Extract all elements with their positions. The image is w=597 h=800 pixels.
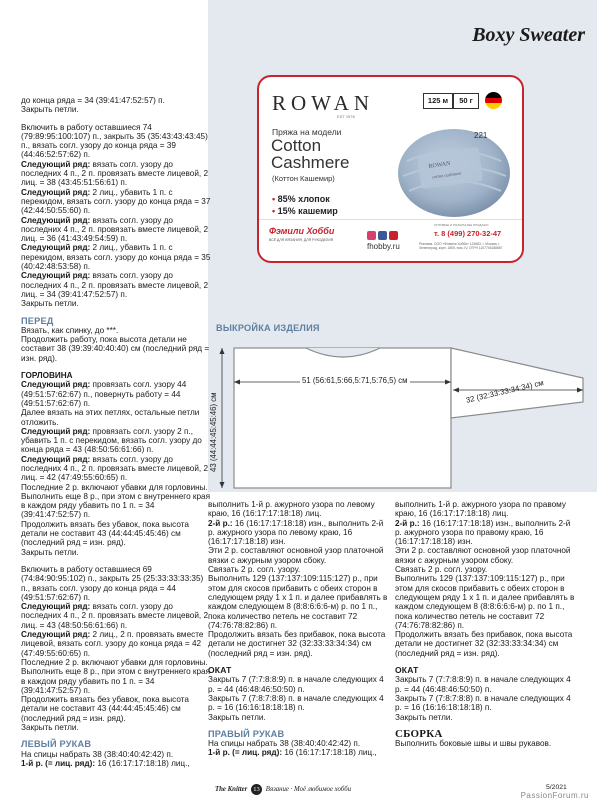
- subsection-heading: ГОРЛОВИНА: [21, 371, 73, 381]
- body-shape: [234, 348, 451, 488]
- instruction-paragraph: [395, 694, 575, 713]
- instruction-text: Закрыть 7 (7:8:7:8:8) п. в начале следующих 4 р. = 16 (16:16:18:18:18) п.: [208, 693, 384, 713]
- instruction-text: Закрыть петли.: [21, 547, 79, 557]
- instruction-paragraph: [21, 160, 211, 188]
- instruction-text: 16 (16:17:17:18:18) изн., выполнить 2-й р. ажурного узора по левому краю, 16 (16:17:17:18:18) изн.: [208, 518, 384, 547]
- instruction-paragraph: [21, 96, 211, 105]
- row-label: 2-й р.:: [208, 518, 233, 528]
- family-hobby-tagline: ВСЁ ДЛЯ ВЯЗАНИЯ, ДЛЯ РУКОДЕЛИЯ: [269, 238, 334, 242]
- spacer: [21, 363, 211, 371]
- instruction-text: 16 (16:17:17:18:18) изн., выполнить 2-й р. ажурного узора по правому краю, 16 (16:17:17:18:18) изн.: [395, 518, 571, 547]
- instruction-paragraph: [21, 243, 211, 271]
- instruction-text: Закрыть петли.: [21, 723, 79, 732]
- instruction-paragraph: [395, 565, 575, 574]
- section-heading: ОКАТ: [208, 665, 232, 676]
- row-label: Следующий ряд:: [21, 630, 91, 640]
- instruction-paragraph: [21, 188, 211, 216]
- instruction-text: Закрыть петли.: [208, 712, 266, 722]
- spacer: [395, 658, 575, 666]
- instruction-text: 16 (16:17:17:18:18) лиц.,: [282, 748, 377, 758]
- instruction-text: 2 лиц., убавить 1 п. с перекидом, вязать согл. узору до конца ряда = 35 (40:42:48:53:58) п.: [21, 243, 211, 272]
- section-heading: СБОРКА: [395, 727, 443, 740]
- instruction-text: Эти 2 р. составляют основной узор платочной вязки с ажурным узором сбоку.: [208, 546, 384, 565]
- instruction-paragraph: [395, 546, 575, 565]
- instruction-text: Далее вязать на этих петлях, остальные петли отложить.: [21, 408, 200, 427]
- instruction-paragraph: [21, 455, 211, 483]
- instruction-paragraph: [21, 216, 211, 244]
- left-column: [21, 96, 211, 768]
- ad-legal-text: Реклама. ООО «Фэмили Хобби» 124683, г. Москва, г. Зеленоград, корп. 1805, пом. IV, ОГРН 1107746188867: [419, 242, 503, 250]
- brand-logo: ROWAN: [272, 91, 374, 115]
- row-label: 2-й р.:: [395, 518, 420, 528]
- instruction-paragraph: [21, 380, 211, 408]
- instruction-text: Продолжить вязать без прибавок, пока высота детали не достигнет 32 (32:33:33:34:34) см (последний ряд = изн. ряд).: [208, 630, 386, 658]
- instruction-text: Выполнить еще 8 р., при этом с внутреннего края в каждом ряду убавить по 1 п. = 34 (39:41:47:52:57) п.: [21, 491, 211, 520]
- instruction-paragraph: [21, 483, 211, 492]
- instruction-paragraph: [395, 713, 575, 722]
- instruction-paragraph: [21, 271, 211, 299]
- row-label: Следующий ряд:: [21, 215, 91, 225]
- instagram-icon: [367, 231, 376, 240]
- section-heading: ПЕРЕД: [21, 315, 54, 326]
- instruction-paragraph: [208, 675, 388, 694]
- instruction-text: до конца ряда = 34 (39:41:47:52:57) п.: [21, 96, 165, 105]
- instruction-paragraph: [21, 658, 211, 667]
- yarn-name-russian: (Коттон Кашемир): [272, 174, 335, 183]
- schema-sleeve-label: 32 (32:33:33:34:34) см: [465, 378, 545, 405]
- instruction-text: 16 (16:17:17:18:18) лиц.,: [95, 758, 190, 768]
- website-link[interactable]: fhobby.ru: [367, 242, 400, 251]
- instruction-text: Продолжить вязать без убавок, пока высота детали не составит 43 (44:44:45:45:46) см (последний ряд = изн. ряд).: [21, 695, 189, 723]
- watermark: PassionForum.ru: [520, 791, 589, 800]
- instruction-paragraph: [21, 602, 211, 630]
- instruction-text: выполнить 1-й р. ажурного узора по левому краю, 16 (16:17:17:18:18) лиц.: [208, 500, 375, 519]
- instruction-paragraph: [21, 492, 211, 520]
- instruction-text: На спицы набрать 38 (38:40:40:42:42) п.: [208, 739, 361, 749]
- yarn-composition: • 85% хлопок • 15% кашемир: [272, 194, 338, 216]
- row-label: Следующий ряд:: [21, 271, 91, 281]
- page-footer: [0, 775, 597, 800]
- instruction-paragraph: [21, 326, 211, 335]
- section-heading: ОКАТ: [395, 665, 419, 676]
- instruction-text: Закрыть петли.: [21, 105, 79, 115]
- row-label: Следующий ряд:: [21, 243, 91, 253]
- footer-magazine: [215, 784, 351, 795]
- issue-number: 5/2021: [546, 784, 567, 791]
- instruction-paragraph: [21, 335, 211, 363]
- instruction-paragraph: [208, 565, 388, 574]
- ad-subtitle: Пряжа на модели: [272, 127, 342, 137]
- row-label: 1-й р. (= лиц. ряд):: [208, 748, 283, 758]
- row-label: Следующий ряд:: [21, 187, 91, 197]
- instruction-paragraph: [208, 630, 388, 658]
- instruction-text: вязать согл. узору до последних 4 п., 2 п. провязать вместе лицевой, 2 лиц. = 34 (39:41:47:52:57) п.: [21, 271, 209, 299]
- row-label: Следующий ряд:: [21, 602, 91, 612]
- instruction-paragraph: [21, 123, 211, 160]
- yarn-weight-badge: 50 г: [453, 93, 479, 109]
- composition-cashmere: 15% кашемир: [277, 206, 338, 216]
- instruction-text: Выполнить еще 8 р., при этом с внутреннего края в каждом ряду убавить по 1 п. = 34 (39:41:47:52:57) п.: [21, 667, 211, 695]
- instruction-paragraph: [21, 105, 211, 114]
- instruction-text: Связать 2 р. согл. узору.: [395, 565, 488, 575]
- instruction-paragraph: [21, 723, 211, 732]
- instruction-text: Продолжить работу, пока высота детали не составит 38 (39:39:40:40:40) см (последний ряд = изн. ряд).: [21, 335, 210, 363]
- instruction-paragraph: [395, 739, 575, 748]
- instruction-text: Продолжить вязать без прибавок, пока высота детали не достигнет 32 (32:33:33:34:34) см (последний ряд = изн. ряд).: [395, 630, 573, 658]
- instruction-paragraph: [208, 546, 388, 565]
- row-label: Следующий ряд:: [21, 380, 91, 390]
- instruction-text: провязать согл. узору 2 п., убавить 1 п. с перекидом, вязать согл. узору до конца ряда = 43 (48:50:56:61:66) п.: [21, 426, 202, 455]
- instruction-paragraph: [395, 630, 575, 658]
- section-heading: ПРАВЫЙ РУКАВ: [208, 728, 285, 739]
- brand-subtitle: EST 1978: [337, 114, 355, 119]
- composition-cotton: 85% хлопок: [277, 194, 330, 204]
- row-label: Следующий ряд:: [21, 454, 91, 464]
- family-hobby-logo: Фэмили Хобби: [269, 226, 335, 236]
- germany-flag-icon: [485, 92, 502, 109]
- facebook-icon: [378, 231, 387, 240]
- instruction-paragraph: [395, 519, 575, 547]
- instruction-text: Эти 2 р. составляют основной узор платочной вязки с ажурным узором сбоку.: [395, 546, 571, 565]
- instruction-paragraph: [21, 299, 211, 308]
- phone-number: т. 8 (499) 270-32-47: [434, 229, 502, 238]
- instruction-paragraph: [21, 427, 211, 455]
- instruction-text: вязать согл. узору до последних 4 п., 2 п. провязать вместе лицевой, 2 лиц. = 43 (48:50:56:61:66) п.: [21, 602, 209, 630]
- instruction-paragraph: [208, 500, 388, 519]
- yarn-ball-image: [389, 121, 524, 221]
- yarn-name-line1: Cotton: [271, 136, 322, 155]
- instruction-text: Закрыть 7 (7:7:8:8:9) п. в начале следующих 4 р. = 44 (46:48:46:50:50) п.: [208, 675, 384, 694]
- instruction-paragraph: [21, 759, 211, 768]
- spacer: [208, 658, 388, 666]
- instruction-text: провязать согл. узору 44 (49:51:57:62:67) п., повернуть работу = 44 (49:51:57:62:67) п.: [21, 380, 187, 408]
- magazine-tagline: Вязание · Моё любимое хобби: [265, 786, 352, 794]
- instruction-text: 2 лиц., убавить 1 п. с перекидом, вязать согл. узору до конца ряда = 37 (42:44:50:55:60) п.: [21, 187, 211, 216]
- schema-height-label: 43 (44:44:45:45:46) см: [209, 392, 218, 472]
- instruction-paragraph: [208, 748, 388, 757]
- middle-column: [208, 500, 388, 758]
- instruction-paragraph: [395, 675, 575, 694]
- instruction-paragraph: [208, 574, 388, 630]
- sweater-schematic: [208, 340, 597, 490]
- instruction-text: выполнить 1-й р. ажурного узора по правому краю, 16 (16:17:17:18:18) лиц.: [395, 500, 566, 519]
- instruction-text: Закрыть петли.: [21, 299, 79, 309]
- ad-footer: [259, 219, 522, 263]
- instruction-text: Выполнить 129 (137:137:109:115:127) р., при этом для скосов прибавить с обеих сторон в следующем ряду 1 х 1 п. и далее прибавлять в каждом следующем 8 (8:8:6:6:6-м) р. по 1 п., пока количество петель не составит 72 (74:76:78:82:86) п.: [395, 574, 575, 630]
- instruction-paragraph: [208, 739, 388, 748]
- instruction-text: вязать согл. узору до последних 4 п., 2 п. провязать вместе лицевой, 2 лиц. = 42 (47:49:55:60:65) п.: [21, 454, 209, 483]
- magazine-name: The Knitter: [215, 786, 248, 794]
- instruction-text: На спицы набрать 38 (38:40:40:42:42) п.: [21, 749, 174, 759]
- instruction-text: Связать 2 р. согл. узору.: [208, 565, 301, 575]
- spacer: [21, 115, 211, 123]
- spacer: [21, 557, 211, 565]
- yarn-length-badge: 125 м: [423, 93, 453, 109]
- svg-text:ROWAN: ROWAN: [428, 160, 451, 170]
- page-title: Boxy Sweater: [472, 24, 585, 46]
- row-label: 1-й р. (= лиц. ряд):: [21, 758, 96, 768]
- instruction-text: Продолжить вязать без убавок, пока высота детали не составит 43 (44:44:45:45:46) см (последний ряд = изн. ряд).: [21, 519, 189, 548]
- instruction-paragraph: [21, 630, 211, 658]
- instruction-paragraph: [21, 548, 211, 557]
- instruction-paragraph: [21, 565, 211, 602]
- instruction-text: 2 лиц., 2 п. провязать вместе лицевой, вязать согл. узору до конца ряда = 42 (47:49:55:60:65) п.: [21, 630, 204, 658]
- schema-title: ВЫКРОЙКА ИЗДЕЛИЯ: [216, 323, 320, 333]
- section-heading: ЛЕВЫЙ РУКАВ: [21, 739, 92, 750]
- page-number: 13: [251, 784, 262, 795]
- shade-number: 221: [474, 131, 488, 140]
- instruction-text: Включить в работу оставшиеся 69 (74:84:90:95:102) п., закрыть 25 (25:33:33:33:35) п., вязать согл. узору до конца ряда = 44 (49:51:57:62:67) п.: [21, 564, 204, 602]
- instruction-paragraph: [21, 750, 211, 759]
- yarn-name-line2: Cashmere: [271, 153, 350, 172]
- schema-width-label: 51 (56:61,5:66,5:71,5:76,5) см: [302, 376, 408, 385]
- row-label: Следующий ряд:: [21, 159, 91, 169]
- instruction-text: Закрыть 7 (7:7:8:8:9) п. в начале следующих 4 р. = 44 (46:48:46:50:50) п.: [395, 675, 571, 694]
- phone-note: ОПТОВЫЕ И РОЗНИЧНЫЕ ПРОДАЖИ: [434, 223, 489, 227]
- instruction-paragraph: [208, 694, 388, 713]
- yarn-advertisement: [257, 75, 524, 263]
- instruction-text: вязать согл. узору до последних 4 п., 2 п. провязать вместе лицевой, 2 лиц. = 38 (43:45:51:56:61) п.: [21, 159, 209, 188]
- instruction-paragraph: [21, 520, 211, 548]
- instruction-paragraph: [21, 667, 211, 695]
- instruction-text: Последние 2 р. включают убавки для горловины.: [21, 482, 208, 492]
- instruction-paragraph: [395, 500, 575, 519]
- instruction-paragraph: [208, 713, 388, 722]
- right-column: [395, 500, 575, 748]
- svg-text:cotton cashmere: cotton cashmere: [431, 170, 462, 180]
- instruction-paragraph: [395, 574, 575, 630]
- instruction-paragraph: [208, 519, 388, 547]
- youtube-icon: [389, 231, 398, 240]
- row-label: Следующий ряд:: [21, 426, 91, 436]
- instruction-text: Закрыть 7 (7:8:7:8:8) п. в начале следующих 4 р. = 16 (16:16:18:18:18) п.: [395, 693, 571, 713]
- instruction-text: Включить в работу оставшиеся 74 (79:89:95:100:107) п., закрыть 35 (35:43:43:43:45) п., вязать согл. узору до конца ряда = 39 (44:46:52:57:62) п.: [21, 122, 208, 160]
- instruction-text: Вязать, как спинку, до ***.: [21, 325, 119, 335]
- instruction-text: вязать согл. узору до последних 4 п., 2 п. провязать вместе лицевой, 2 лиц. = 36 (41:43:49:54:59) п.: [21, 215, 209, 244]
- instruction-paragraph: [21, 408, 211, 427]
- instruction-text: Последние 2 р. включают убавки для горловины.: [21, 657, 208, 667]
- instruction-text: Выполнить 129 (137:137:109:115:127) р., при этом для скосов прибавить с обеих сторон в следующем ряду 1 х 1 п. и далее прибавлять в каждом следующем 8 (8:8:6:6:6-м) р. по 1 п., пока количество петель не составит 72 (74:76:78:82:86) п.: [208, 574, 388, 630]
- instruction-paragraph: [21, 695, 211, 723]
- instruction-text: Выполнить боковые швы и швы рукавов.: [395, 739, 552, 749]
- instruction-text: Закрыть петли.: [395, 712, 453, 722]
